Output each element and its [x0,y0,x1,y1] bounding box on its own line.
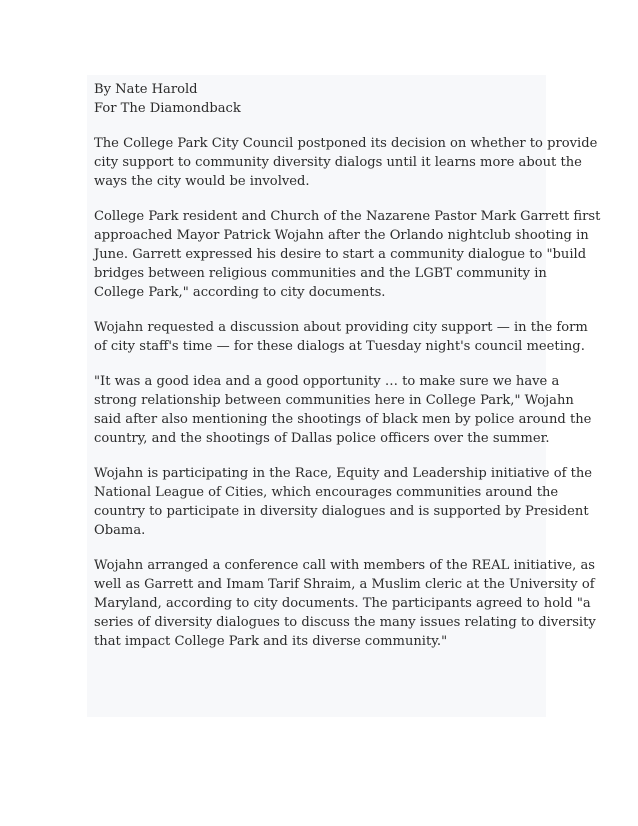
paragraph-6 [94,556,596,651]
byline-author: By Nate Harold [94,82,198,97]
paragraph-line: The College Park City Council postponed its decision on whether to provide [94,136,598,151]
paragraph-line: city support to community diversity dialogs until it learns more about the [94,155,582,170]
paragraph-line: Wojahn is participating in the Race, Equity and Leadership initiative of the [94,466,593,481]
paragraph-line: of city staff's time — for these dialogs at Tuesday night's council meeting. [94,339,585,354]
paragraph-4 [94,372,592,448]
paragraph-line: College Park resident and Church of the Nazarene Pastor Mark Garrett first [94,209,601,224]
paragraph-5 [94,464,593,540]
paragraph-line: Obama. [94,523,146,538]
paragraph-line: Wojahn arranged a conference call with members of the REAL initiative, as [94,558,596,573]
paragraph-line: National League of Cities, which encourages communities around the [94,485,559,500]
paragraph-2 [94,207,601,302]
paragraph-line: Maryland, according to city documents. The participants agreed to hold "a [94,596,591,611]
paragraph-line: bridges between religious communities and the LGBT community in [94,266,547,281]
byline-outlet: For The Diamondback [94,101,241,116]
paragraph-line: ways the city would be involved. [94,174,310,189]
paragraph-1 [94,134,598,191]
paragraph-line: that impact College Park and its diverse community." [94,634,448,649]
paragraph-line: approached Mayor Patrick Wojahn after the Orlando nightclub shooting in [94,228,589,243]
paragraph-line: "It was a good idea and a good opportunity … to make sure we have a [94,374,560,389]
byline [94,80,546,118]
paragraph-line: College Park," according to city documents. [94,285,386,300]
paragraph-line: series of diversity dialogues to discuss the many issues relating to diversity [94,615,596,630]
paragraph-line: Wojahn requested a discussion about providing city support — in the form [94,320,588,335]
paragraph-line: country to participate in diversity dialogues and is supported by President [94,504,589,519]
paragraph-line: June. Garrett expressed his desire to start a community dialogue to "build [94,247,587,262]
paragraph-3 [94,318,588,356]
paragraph-line: said after also mentioning the shootings of black men by police around the [94,412,592,427]
paragraph-line: strong relationship between communities here in College Park," Wojahn [94,393,574,408]
paragraph-line: country, and the shootings of Dallas police officers over the summer. [94,431,550,446]
paragraph-line: well as Garrett and Imam Tarif Shraim, a Muslim cleric at the University of [94,577,595,592]
article-body [87,75,601,717]
